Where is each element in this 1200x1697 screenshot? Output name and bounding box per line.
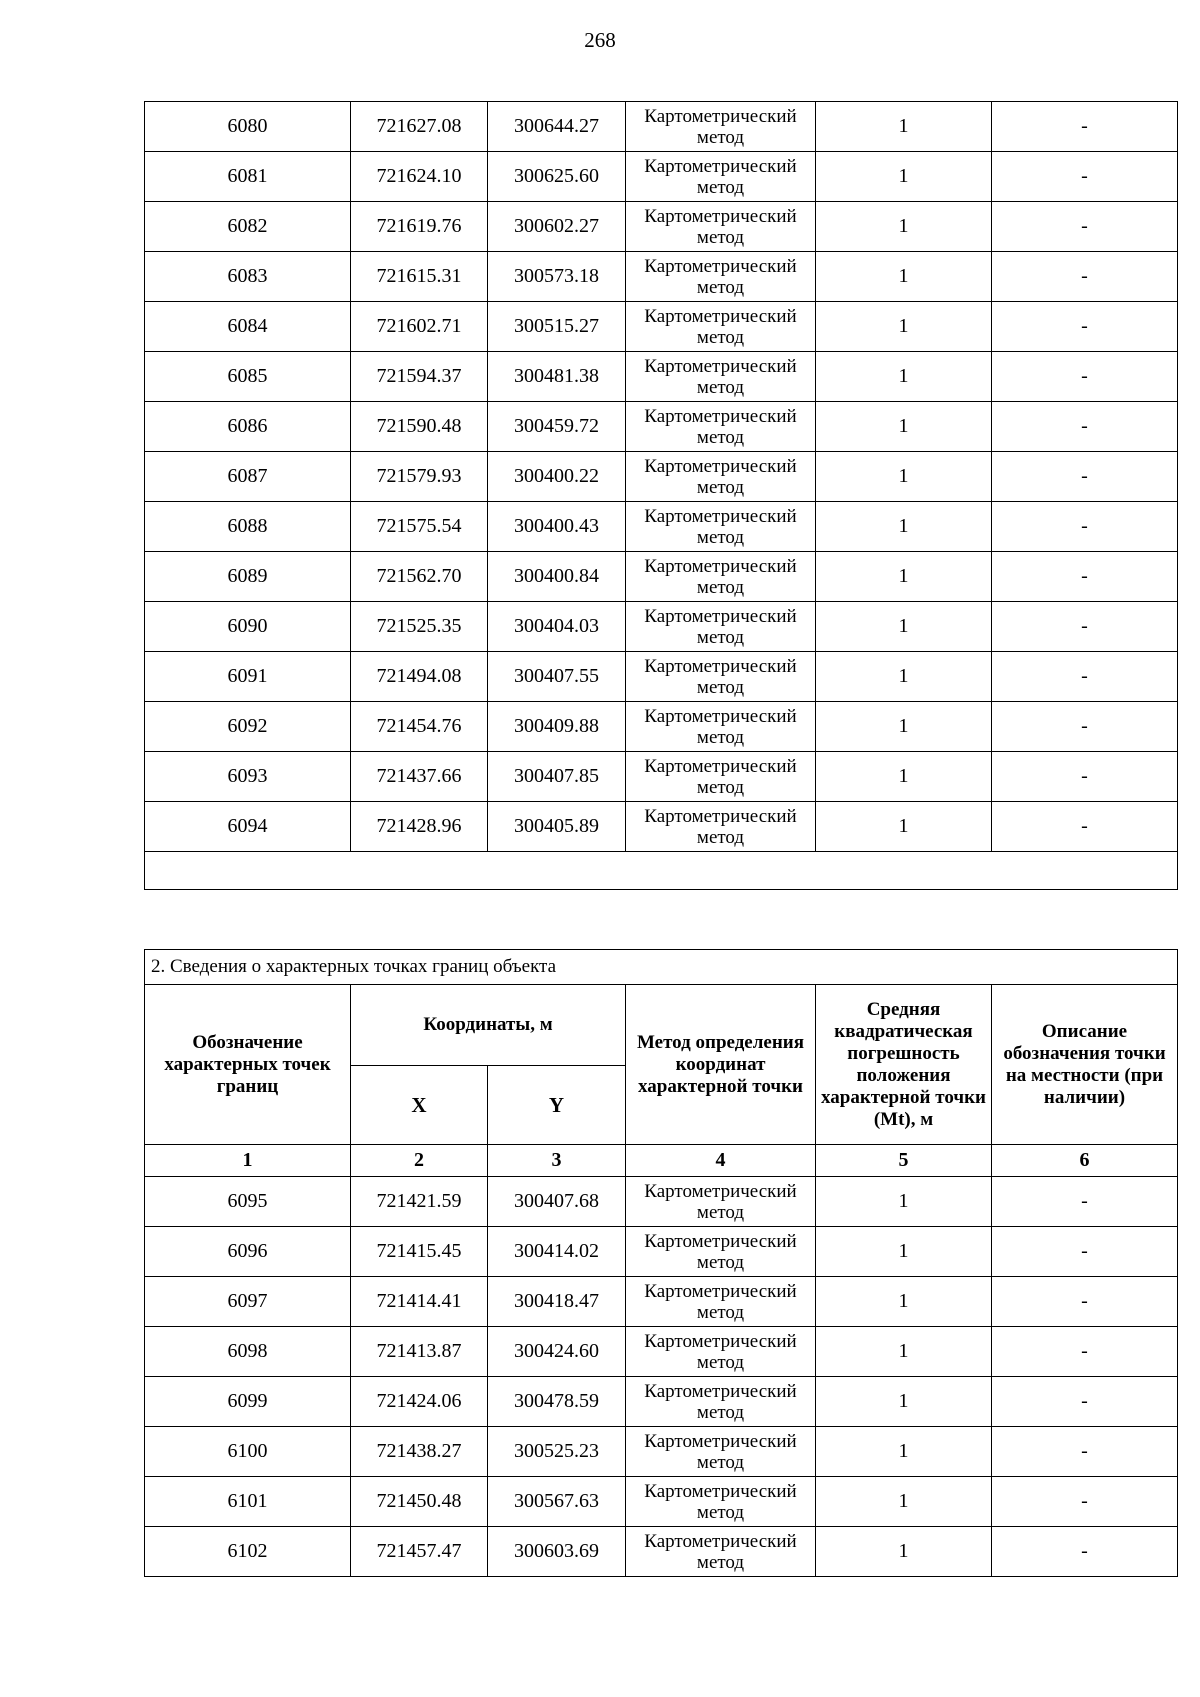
cell-mt: 1 xyxy=(816,1277,992,1327)
empty-cell xyxy=(145,852,1178,890)
header-x: X xyxy=(351,1066,488,1145)
cell-point: 6091 xyxy=(145,652,351,702)
column-number-1: 1 xyxy=(145,1145,351,1177)
cell-mt: 1 xyxy=(816,202,992,252)
table-row xyxy=(145,1227,1178,1277)
cell-method: Картометрический метод xyxy=(626,1477,816,1527)
table-row xyxy=(145,102,1178,152)
cell-y: 300625.60 xyxy=(488,152,626,202)
cell-x: 721602.71 xyxy=(351,302,488,352)
cell-mt: 1 xyxy=(816,152,992,202)
table-row xyxy=(145,502,1178,552)
table-row xyxy=(145,1277,1178,1327)
cell-y: 300418.47 xyxy=(488,1277,626,1327)
cell-y: 300424.60 xyxy=(488,1327,626,1377)
cell-description: - xyxy=(992,652,1178,702)
cell-y: 300400.22 xyxy=(488,452,626,502)
table-row xyxy=(145,1527,1178,1577)
cell-description: - xyxy=(992,1527,1178,1577)
cell-mt: 1 xyxy=(816,252,992,302)
cell-point: 6087 xyxy=(145,452,351,502)
table-row xyxy=(145,302,1178,352)
cell-description: - xyxy=(992,1227,1178,1277)
cell-method: Картометрический метод xyxy=(626,252,816,302)
cell-description: - xyxy=(992,1277,1178,1327)
cell-description: - xyxy=(992,752,1178,802)
cell-x: 721424.06 xyxy=(351,1377,488,1427)
header-coordinates: Координаты, м xyxy=(351,985,626,1066)
cell-y: 300525.23 xyxy=(488,1427,626,1477)
header-error: Средняя квадратическая погрешность положения характерной точки (Mt), м xyxy=(816,985,992,1145)
cell-y: 300414.02 xyxy=(488,1227,626,1277)
cell-description: - xyxy=(992,452,1178,502)
cell-mt: 1 xyxy=(816,502,992,552)
table-row xyxy=(145,1377,1178,1427)
cell-mt: 1 xyxy=(816,1327,992,1377)
cell-method: Картометрический метод xyxy=(626,1377,816,1427)
cell-x: 721619.76 xyxy=(351,202,488,252)
table-row xyxy=(145,702,1178,752)
cell-mt: 1 xyxy=(816,402,992,452)
table-row xyxy=(145,752,1178,802)
cell-x: 721437.66 xyxy=(351,752,488,802)
cell-y: 300407.68 xyxy=(488,1177,626,1227)
cell-method: Картометрический метод xyxy=(626,452,816,502)
cell-mt: 1 xyxy=(816,652,992,702)
cell-mt: 1 xyxy=(816,752,992,802)
cell-x: 721438.27 xyxy=(351,1427,488,1477)
cell-point: 6088 xyxy=(145,502,351,552)
cell-description: - xyxy=(992,1377,1178,1427)
cell-mt: 1 xyxy=(816,452,992,502)
header-method: Метод определения координат характерной точки xyxy=(626,985,816,1145)
cell-description: - xyxy=(992,552,1178,602)
cell-point: 6096 xyxy=(145,1227,351,1277)
header-description: Описание обозначения точки на местности (при наличии) xyxy=(992,985,1178,1145)
cell-method: Картометрический метод xyxy=(626,1427,816,1477)
cell-point: 6097 xyxy=(145,1277,351,1327)
table-row xyxy=(145,252,1178,302)
cell-x: 721594.37 xyxy=(351,352,488,402)
cell-y: 300603.69 xyxy=(488,1527,626,1577)
cell-description: - xyxy=(992,352,1178,402)
cell-description: - xyxy=(992,302,1178,352)
column-number-5: 5 xyxy=(816,1145,992,1177)
cell-method: Картометрический метод xyxy=(626,1277,816,1327)
cell-point: 6080 xyxy=(145,102,351,152)
cell-x: 721525.35 xyxy=(351,602,488,652)
cell-description: - xyxy=(992,402,1178,452)
cell-x: 721450.48 xyxy=(351,1477,488,1527)
cell-method: Картометрический метод xyxy=(626,702,816,752)
cell-method: Картометрический метод xyxy=(626,302,816,352)
cell-point: 6100 xyxy=(145,1427,351,1477)
column-number-4: 4 xyxy=(626,1145,816,1177)
cell-y: 300400.43 xyxy=(488,502,626,552)
table-row xyxy=(145,602,1178,652)
table-row xyxy=(145,1177,1178,1227)
cell-mt: 1 xyxy=(816,1177,992,1227)
cell-method: Картометрический метод xyxy=(626,752,816,802)
cell-x: 721428.96 xyxy=(351,802,488,852)
empty-row xyxy=(145,852,1178,890)
cell-point: 6086 xyxy=(145,402,351,452)
page-number: 268 xyxy=(584,28,616,52)
cell-mt: 1 xyxy=(816,602,992,652)
cell-y: 300573.18 xyxy=(488,252,626,302)
column-number-3: 3 xyxy=(488,1145,626,1177)
cell-method: Картометрический метод xyxy=(626,652,816,702)
cell-description: - xyxy=(992,202,1178,252)
cell-description: - xyxy=(992,702,1178,752)
section-title: 2. Сведения о характерных точках границ объекта xyxy=(145,950,1178,985)
table-row xyxy=(145,352,1178,402)
cell-method: Картометрический метод xyxy=(626,402,816,452)
cell-point: 6094 xyxy=(145,802,351,852)
cell-description: - xyxy=(992,102,1178,152)
cell-y: 300404.03 xyxy=(488,602,626,652)
table-row xyxy=(145,652,1178,702)
cell-x: 721579.93 xyxy=(351,452,488,502)
cell-x: 721421.59 xyxy=(351,1177,488,1227)
cell-y: 300481.38 xyxy=(488,352,626,402)
table-row xyxy=(145,1327,1178,1377)
cell-x: 721615.31 xyxy=(351,252,488,302)
cell-point: 6099 xyxy=(145,1377,351,1427)
cell-description: - xyxy=(992,602,1178,652)
table-row xyxy=(145,402,1178,452)
column-number-2: 2 xyxy=(351,1145,488,1177)
cell-x: 721562.70 xyxy=(351,552,488,602)
cell-y: 300515.27 xyxy=(488,302,626,352)
cell-description: - xyxy=(992,1327,1178,1377)
cell-x: 721457.47 xyxy=(351,1527,488,1577)
cell-x: 721454.76 xyxy=(351,702,488,752)
cell-x: 721413.87 xyxy=(351,1327,488,1377)
table-row xyxy=(145,452,1178,502)
cell-method: Картометрический метод xyxy=(626,352,816,402)
cell-x: 721494.08 xyxy=(351,652,488,702)
cell-point: 6082 xyxy=(145,202,351,252)
cell-y: 300644.27 xyxy=(488,102,626,152)
cell-method: Картометрический метод xyxy=(626,202,816,252)
cell-method: Картометрический метод xyxy=(626,1227,816,1277)
cell-y: 300407.85 xyxy=(488,752,626,802)
cell-mt: 1 xyxy=(816,1477,992,1527)
cell-point: 6084 xyxy=(145,302,351,352)
cell-point: 6098 xyxy=(145,1327,351,1377)
cell-point: 6092 xyxy=(145,702,351,752)
cell-method: Картометрический метод xyxy=(626,502,816,552)
header-y: Y xyxy=(488,1066,626,1145)
table-row xyxy=(145,1477,1178,1527)
cell-y: 300459.72 xyxy=(488,402,626,452)
cell-y: 300409.88 xyxy=(488,702,626,752)
cell-method: Картометрический метод xyxy=(626,1527,816,1577)
cell-y: 300407.55 xyxy=(488,652,626,702)
cell-mt: 1 xyxy=(816,352,992,402)
cell-description: - xyxy=(992,802,1178,852)
cell-mt: 1 xyxy=(816,702,992,752)
cell-method: Картометрический метод xyxy=(626,1177,816,1227)
cell-method: Картометрический метод xyxy=(626,152,816,202)
cell-mt: 1 xyxy=(816,1227,992,1277)
table-row xyxy=(145,802,1178,852)
cell-x: 721624.10 xyxy=(351,152,488,202)
cell-mt: 1 xyxy=(816,302,992,352)
cell-mt: 1 xyxy=(816,1527,992,1577)
cell-x: 721414.41 xyxy=(351,1277,488,1327)
cell-y: 300400.84 xyxy=(488,552,626,602)
cell-point: 6093 xyxy=(145,752,351,802)
cell-mt: 1 xyxy=(816,552,992,602)
cell-point: 6085 xyxy=(145,352,351,402)
cell-method: Картометрический метод xyxy=(626,802,816,852)
cell-x: 721590.48 xyxy=(351,402,488,452)
cell-point: 6090 xyxy=(145,602,351,652)
cell-description: - xyxy=(992,252,1178,302)
table-row xyxy=(145,1427,1178,1477)
cell-mt: 1 xyxy=(816,1427,992,1477)
cell-y: 300478.59 xyxy=(488,1377,626,1427)
cell-x: 721627.08 xyxy=(351,102,488,152)
header-designation: Обозначение характерных точек границ xyxy=(145,985,351,1145)
coordinates-table-continued xyxy=(144,101,1178,890)
cell-description: - xyxy=(992,502,1178,552)
cell-description: - xyxy=(992,1177,1178,1227)
cell-mt: 1 xyxy=(816,802,992,852)
column-number-6: 6 xyxy=(992,1145,1178,1177)
cell-mt: 1 xyxy=(816,102,992,152)
cell-y: 300602.27 xyxy=(488,202,626,252)
cell-method: Картометрический метод xyxy=(626,1327,816,1377)
cell-description: - xyxy=(992,1427,1178,1477)
cell-point: 6101 xyxy=(145,1477,351,1527)
cell-point: 6083 xyxy=(145,252,351,302)
cell-description: - xyxy=(992,1477,1178,1527)
cell-method: Картометрический метод xyxy=(626,552,816,602)
cell-description: - xyxy=(992,152,1178,202)
cell-point: 6089 xyxy=(145,552,351,602)
cell-y: 300567.63 xyxy=(488,1477,626,1527)
cell-method: Картометрический метод xyxy=(626,602,816,652)
cell-x: 721415.45 xyxy=(351,1227,488,1277)
cell-mt: 1 xyxy=(816,1377,992,1427)
cell-method: Картометрический метод xyxy=(626,102,816,152)
boundary-points-table xyxy=(144,949,1178,1577)
table-row xyxy=(145,152,1178,202)
cell-x: 721575.54 xyxy=(351,502,488,552)
cell-point: 6095 xyxy=(145,1177,351,1227)
cell-y: 300405.89 xyxy=(488,802,626,852)
cell-point: 6081 xyxy=(145,152,351,202)
cell-point: 6102 xyxy=(145,1527,351,1577)
table-row xyxy=(145,202,1178,252)
table-row xyxy=(145,552,1178,602)
